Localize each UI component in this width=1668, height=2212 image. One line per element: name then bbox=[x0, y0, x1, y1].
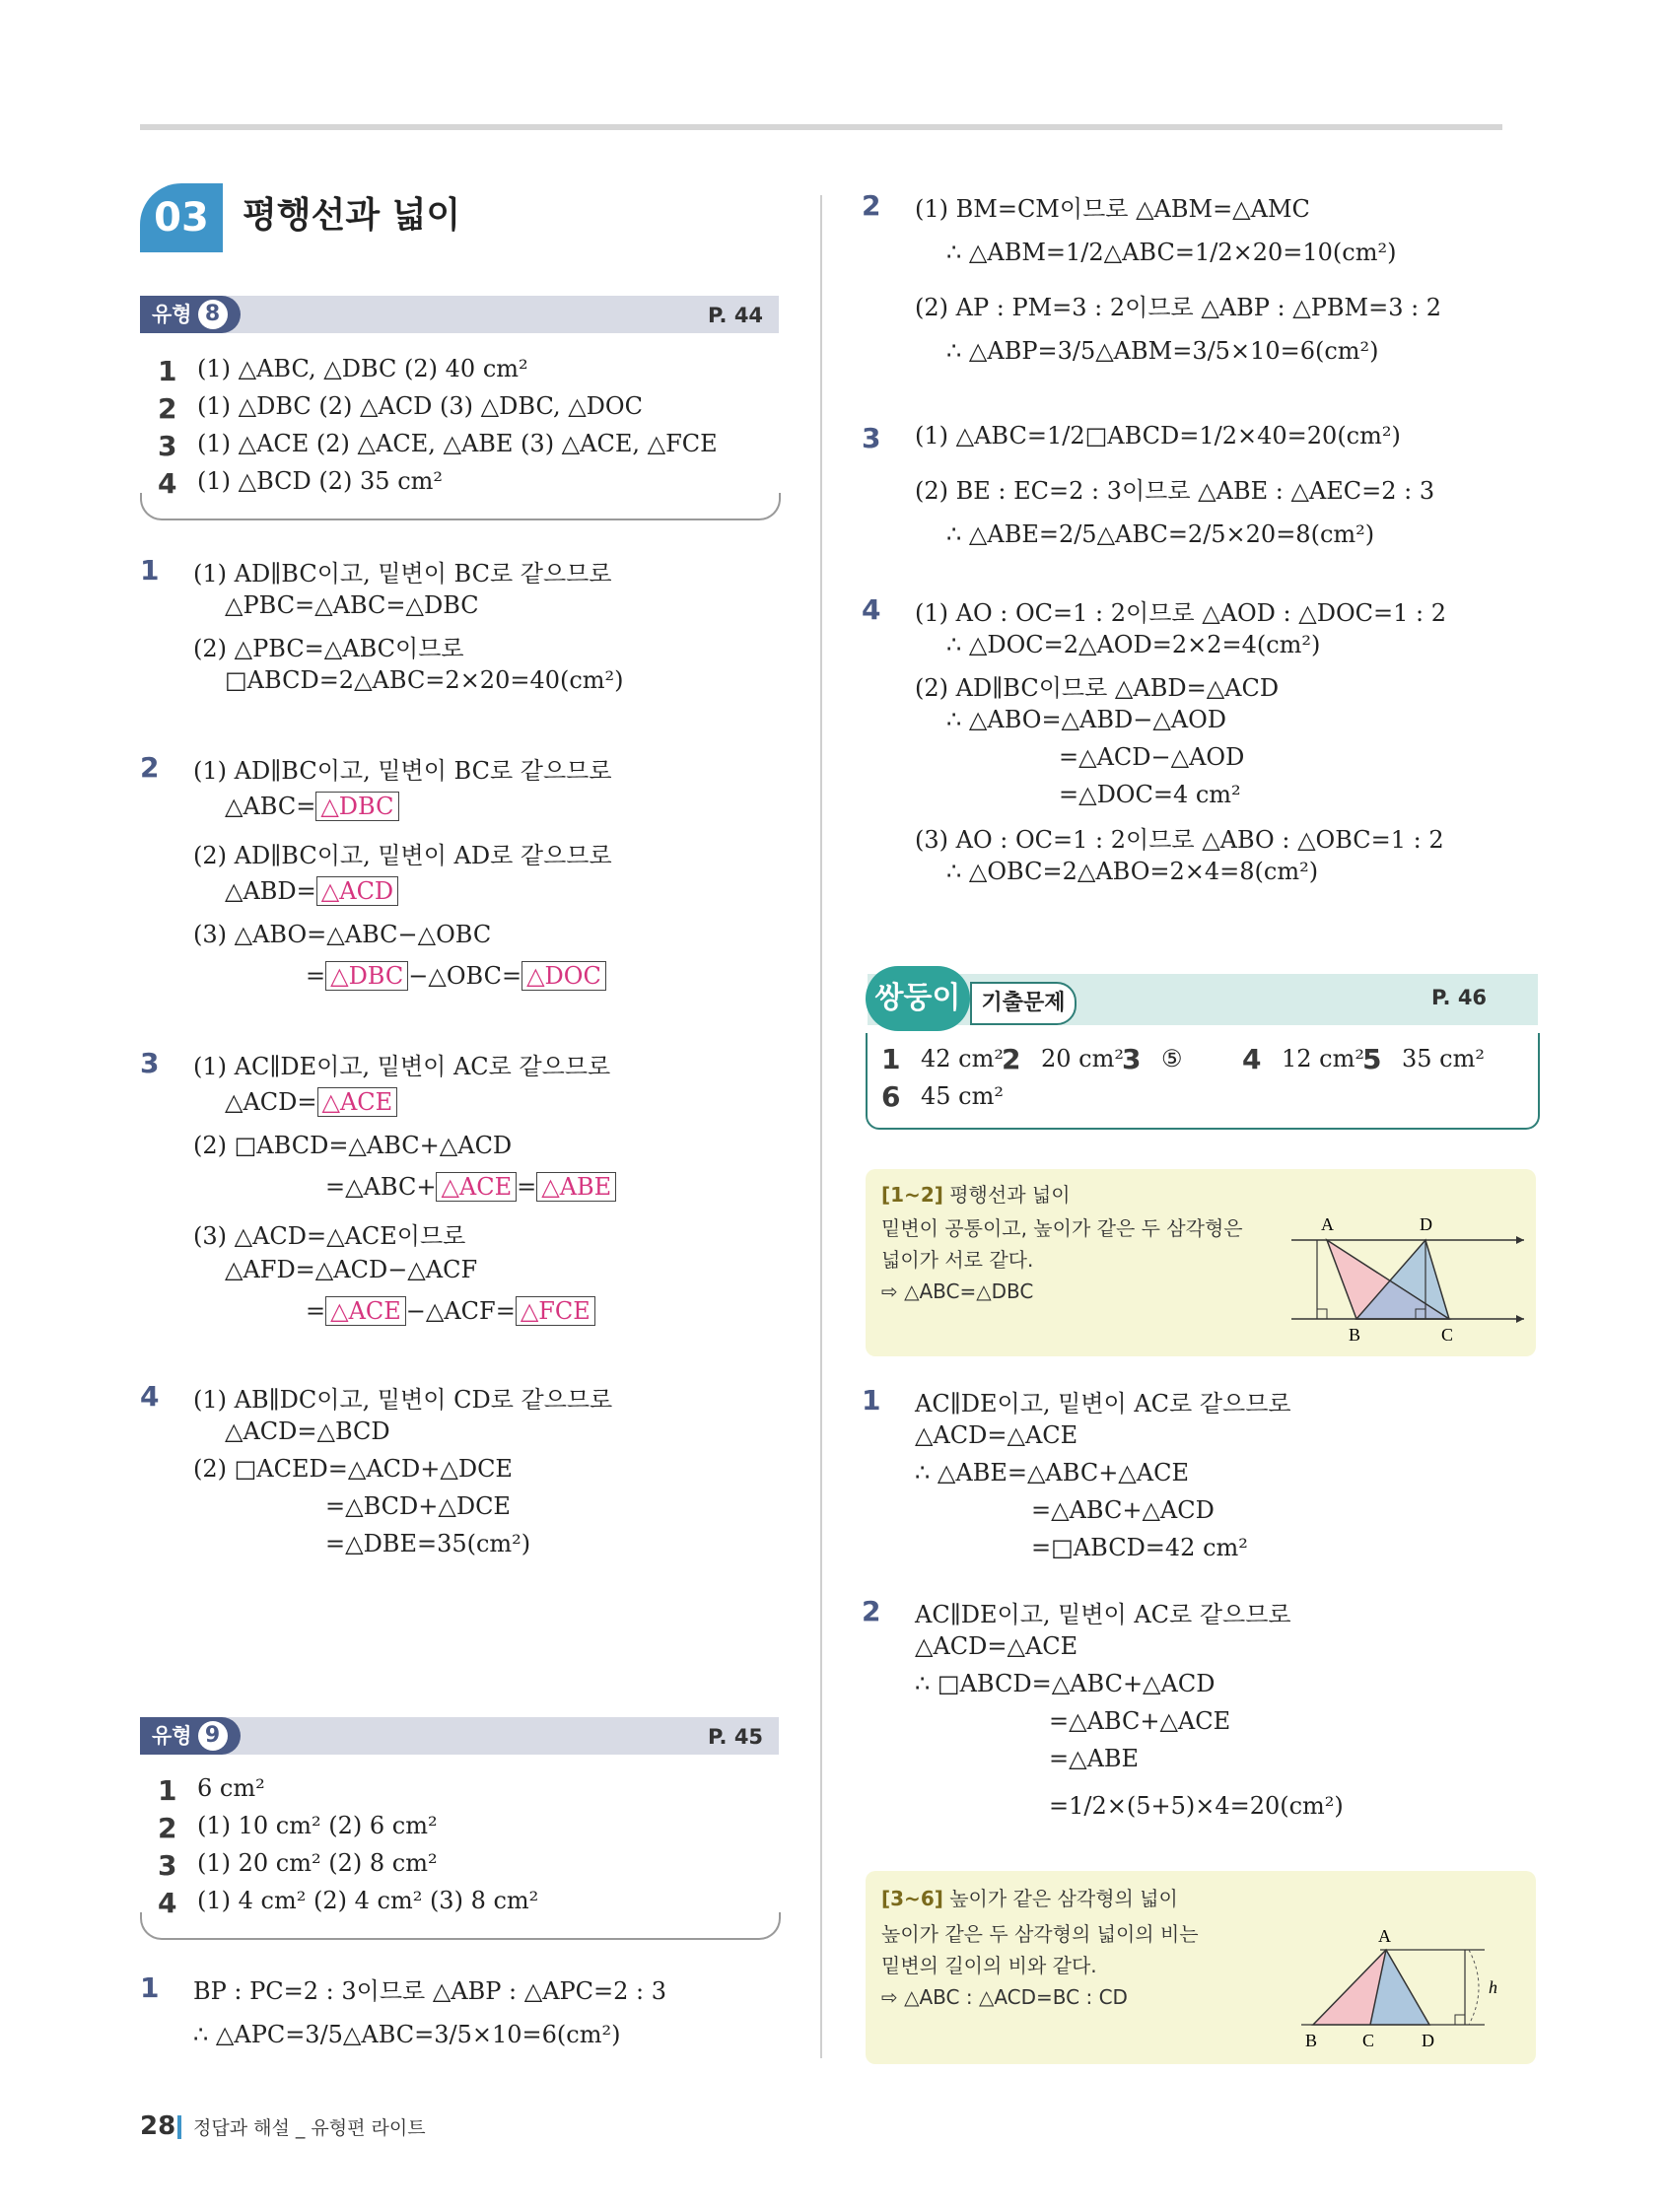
s9-q2-num: 2 bbox=[862, 189, 881, 222]
ss-ans-4: 12 cm² bbox=[1282, 1045, 1364, 1072]
tip1-body-2: 넓이가 서로 같다. bbox=[881, 1248, 1034, 1272]
blank-box: △ACE bbox=[317, 1087, 398, 1117]
s8-q3-l6: △AFD=△ACD−△ACF bbox=[225, 1256, 478, 1283]
ss-ans-3: ⑤ bbox=[1161, 1045, 1183, 1072]
t9-ans-num-4: 4 bbox=[158, 1887, 177, 1919]
s9-q1-num: 1 bbox=[140, 1971, 160, 2004]
tip1-title: [1~2] 평행선과 넓이 bbox=[881, 1183, 1071, 1207]
label-c: C bbox=[1362, 2031, 1375, 2050]
s9-q4-l6: =△DOC=4 cm² bbox=[1059, 781, 1241, 808]
s8-q3-l7: = △ACE −△ACF= △FCE bbox=[306, 1297, 595, 1325]
ss-ans-num-6: 6 bbox=[881, 1080, 901, 1113]
s8-q1-l1: (1) AD∥BC이고, 밑변이 BC로 같으므로 bbox=[193, 560, 612, 588]
s9-q2-l4: ∴ △ABP=3/5△ABM=3/5×10=6(cm²) bbox=[946, 337, 1379, 365]
s8-q2-l2: △ABC= △DBC bbox=[225, 793, 399, 820]
s9-q3-num: 3 bbox=[862, 422, 881, 454]
t9-ans-2: (1) 10 cm² (2) 6 cm² bbox=[197, 1812, 438, 1839]
blank-box: △ACE bbox=[436, 1172, 517, 1202]
tip2-body-1: 높이가 같은 두 삼각형의 넓이의 비는 bbox=[881, 1922, 1199, 1946]
ss-ans-6: 45 cm² bbox=[921, 1082, 1004, 1110]
ss-ans-num-3: 3 bbox=[1122, 1043, 1142, 1075]
label-d: D bbox=[1420, 1214, 1432, 1234]
ss-q1-l3: ∴ △ABE=△ABC+△ACE bbox=[915, 1459, 1189, 1486]
s9-q4-l4: ∴ △ABO=△ABD−△AOD bbox=[946, 706, 1227, 733]
s9-q4-l7: (3) AO : OC=1 : 2이므로 △ABO : △OBC=1 : 2 bbox=[915, 826, 1444, 854]
column-divider bbox=[820, 195, 822, 2058]
ss-ans-num-4: 4 bbox=[1242, 1043, 1262, 1075]
ss-q1-l1: AC∥DE이고, 밑변이 AC로 같으므로 bbox=[915, 1390, 1291, 1417]
s8-q4-l5: =△DBE=35(cm²) bbox=[325, 1530, 531, 1557]
tip2-title: [3~6] 높이가 같은 삼각형의 넓이 bbox=[881, 1887, 1178, 1910]
s9-q4-l5: =△ACD−△AOD bbox=[1059, 743, 1245, 771]
label-b: B bbox=[1349, 1325, 1361, 1345]
s9-q4-num: 4 bbox=[862, 593, 881, 626]
s9-q4-l1: (1) AO : OC=1 : 2이므로 △AOD : △DOC=1 : 2 bbox=[915, 599, 1446, 627]
s8-q4-l4: =△BCD+△DCE bbox=[325, 1492, 511, 1520]
t8-ans-3: (1) △ACE (2) △ACE, △ABE (3) △ACE, △FCE bbox=[197, 430, 718, 457]
ssang-page: P. 46 bbox=[1431, 986, 1488, 1009]
tip2-figure bbox=[1291, 1922, 1528, 2052]
section-number-badge: 03 bbox=[140, 183, 223, 252]
t8-ans-2: (1) △DBC (2) △ACD (3) △DBC, △DOC bbox=[197, 392, 643, 420]
s8-q4-l2: △ACD=△BCD bbox=[225, 1417, 390, 1445]
tip1-body-1: 밑변이 공통이고, 높이가 같은 두 삼각형은 bbox=[881, 1216, 1243, 1240]
s9-q1-l1: BP : PC=2 : 3이므로 △ABP : △APC=2 : 3 bbox=[193, 1977, 667, 2005]
blank-box: △DBC bbox=[315, 792, 398, 821]
tip2-body-2: 밑변의 길이의 비와 같다. bbox=[881, 1954, 1097, 1977]
s8-q2-l5: (3) △ABO=△ABC−△OBC bbox=[193, 921, 492, 948]
s8-q2-l4: △ABD= △ACD bbox=[225, 877, 398, 905]
t9-ans-4: (1) 4 cm² (2) 4 cm² (3) 8 cm² bbox=[197, 1887, 539, 1914]
s8-q3-l3: (2) □ABCD=△ABC+△ACD bbox=[193, 1132, 513, 1159]
s9-q4-l2: ∴ △DOC=2△AOD=2×2=4(cm²) bbox=[946, 631, 1321, 658]
blank-box: △ABE bbox=[536, 1172, 616, 1202]
page-number: 28 bbox=[140, 2111, 176, 2141]
t8-ans-1: (1) △ABC, △DBC (2) 40 cm² bbox=[197, 355, 528, 382]
s9-q4-l8: ∴ △OBC=2△ABO=2×4=8(cm²) bbox=[946, 858, 1319, 885]
label-d: D bbox=[1422, 2031, 1434, 2050]
s8-q2-num: 2 bbox=[140, 751, 160, 784]
ss-ans-num-5: 5 bbox=[1362, 1043, 1382, 1075]
ss-q1-num: 1 bbox=[862, 1384, 881, 1417]
s8-q1-l4: □ABCD=2△ABC=2×20=40(cm²) bbox=[225, 666, 624, 694]
ss-ans-2: 20 cm² bbox=[1041, 1045, 1124, 1072]
section-title: 평행선과 넓이 bbox=[243, 195, 461, 236]
s9-q2-l1: (1) BM=CM이므로 △ABM=△AMC bbox=[915, 195, 1310, 223]
s9-q4-l3: (2) AD∥BC이므로 △ABD=△ACD bbox=[915, 674, 1280, 702]
ss-q2-l5: =△ABE bbox=[1049, 1745, 1140, 1772]
ss-ans-1: 42 cm² bbox=[921, 1045, 1004, 1072]
type9-number: 9 bbox=[198, 1721, 228, 1751]
ss-q2-l6: =1/2×(5+5)×4=20(cm²) bbox=[1049, 1792, 1344, 1820]
t8-ans-4: (1) △BCD (2) 35 cm² bbox=[197, 467, 444, 495]
s8-q3-l2: △ACD= △ACE bbox=[225, 1088, 397, 1116]
t9-answer-bracket bbox=[140, 1912, 781, 1940]
s9-q1-l2: ∴ △APC=3/5△ABC=3/5×10=6(cm²) bbox=[193, 2021, 621, 2048]
type9-page: P. 45 bbox=[708, 1725, 764, 1749]
s8-q1-num: 1 bbox=[140, 554, 160, 587]
ss-ans-num-2: 2 bbox=[1002, 1043, 1021, 1075]
t9-ans-3: (1) 20 cm² (2) 8 cm² bbox=[197, 1849, 438, 1877]
s8-q4-l1: (1) AB∥DC이고, 밑변이 CD로 같으므로 bbox=[193, 1386, 613, 1414]
ss-q2-l3: ∴ □ABCD=△ABC+△ACD bbox=[915, 1670, 1216, 1697]
footer-separator bbox=[177, 2115, 181, 2139]
blank-box: △ACD bbox=[316, 876, 398, 906]
s8-q4-l3: (2) □ACED=△ACD+△DCE bbox=[193, 1455, 513, 1483]
tip1-figure bbox=[1282, 1209, 1528, 1347]
ss-q1-l5: =□ABCD=42 cm² bbox=[1031, 1534, 1248, 1561]
ss-q2-l4: =△ABC+△ACE bbox=[1049, 1707, 1231, 1735]
t9-ans-num-2: 2 bbox=[158, 1812, 177, 1844]
footer-text: 정답과 해설 _ 유형편 라이트 bbox=[193, 2117, 426, 2139]
s8-q3-l5: (3) △ACD=△ACE이므로 bbox=[193, 1222, 466, 1250]
s9-q3-l3: ∴ △ABE=2/5△ABC=2/5×20=8(cm²) bbox=[946, 520, 1375, 548]
t9-ans-1: 6 cm² bbox=[197, 1774, 265, 1802]
s8-q1-l3: (2) △PBC=△ABC이므로 bbox=[193, 635, 464, 662]
type9-badge bbox=[140, 1717, 241, 1755]
label-a: A bbox=[1378, 1926, 1391, 1946]
ssang-badge: 쌍둥이 bbox=[866, 966, 970, 1031]
ss-ans-5: 35 cm² bbox=[1402, 1045, 1485, 1072]
t8-answer-bracket bbox=[140, 493, 781, 520]
s8-q3-l4: =△ABC+ △ACE = △ABE bbox=[325, 1173, 616, 1201]
t8-ans-num-1: 1 bbox=[158, 355, 177, 387]
tip2-body-3: ⇨ △ABC : △ACD=BC : CD bbox=[881, 1985, 1128, 2009]
label-c: C bbox=[1441, 1325, 1454, 1345]
s8-q2-l1: (1) AD∥BC이고, 밑변이 BC로 같으므로 bbox=[193, 757, 612, 785]
t8-ans-num-4: 4 bbox=[158, 467, 177, 500]
blank-box: △ACE bbox=[325, 1296, 406, 1326]
top-rule bbox=[140, 124, 1502, 130]
ss-q2-num: 2 bbox=[862, 1595, 881, 1627]
label-h: h bbox=[1489, 1977, 1497, 1997]
s9-q3-l2: (2) BE : EC=2 : 3이므로 △ABE : △AEC=2 : 3 bbox=[915, 477, 1435, 505]
s8-q2-l6: = △DBC −△OBC= △DOC bbox=[306, 962, 606, 990]
ss-q2-l2: △ACD=△ACE bbox=[915, 1632, 1078, 1660]
type8-page: P. 44 bbox=[708, 304, 764, 327]
t8-ans-num-3: 3 bbox=[158, 430, 177, 462]
ssang-label: 기출문제 bbox=[970, 982, 1077, 1025]
s8-q1-l2: △PBC=△ABC=△DBC bbox=[225, 591, 479, 619]
label-a: A bbox=[1321, 1214, 1334, 1234]
type9-label: 유형 bbox=[152, 1724, 192, 1748]
ss-q1-l4: =△ABC+△ACD bbox=[1031, 1496, 1215, 1524]
t9-ans-num-3: 3 bbox=[158, 1849, 177, 1882]
s9-q3-l1: (1) △ABC=1/2□ABCD=1/2×40=20(cm²) bbox=[915, 422, 1401, 449]
type8-badge bbox=[140, 296, 241, 333]
ss-q1-l2: △ACD=△ACE bbox=[915, 1421, 1078, 1449]
s8-q3-l1: (1) AC∥DE이고, 밑변이 AC로 같으므로 bbox=[193, 1053, 611, 1080]
t8-ans-num-2: 2 bbox=[158, 392, 177, 425]
tip1-body-3: ⇨ △ABC=△DBC bbox=[881, 1279, 1034, 1303]
s8-q2-l3: (2) AD∥BC이고, 밑변이 AD로 같으므로 bbox=[193, 842, 612, 869]
s9-q2-l3: (2) AP : PM=3 : 2이므로 △ABP : △PBM=3 : 2 bbox=[915, 294, 1442, 321]
s8-q4-num: 4 bbox=[140, 1380, 160, 1413]
blank-box: △FCE bbox=[516, 1296, 595, 1326]
s8-q3-num: 3 bbox=[140, 1047, 160, 1079]
s9-q2-l2: ∴ △ABM=1/2△ABC=1/2×20=10(cm²) bbox=[946, 239, 1397, 266]
blank-box: △DOC bbox=[521, 961, 606, 991]
blank-box: △DBC bbox=[325, 961, 408, 991]
ss-ans-num-1: 1 bbox=[881, 1043, 901, 1075]
type8-number: 8 bbox=[198, 300, 228, 329]
label-b: B bbox=[1305, 2031, 1318, 2050]
t9-ans-num-1: 1 bbox=[158, 1774, 177, 1807]
type8-label: 유형 bbox=[152, 303, 192, 326]
ss-q2-l1: AC∥DE이고, 밑변이 AC로 같으므로 bbox=[915, 1601, 1291, 1628]
